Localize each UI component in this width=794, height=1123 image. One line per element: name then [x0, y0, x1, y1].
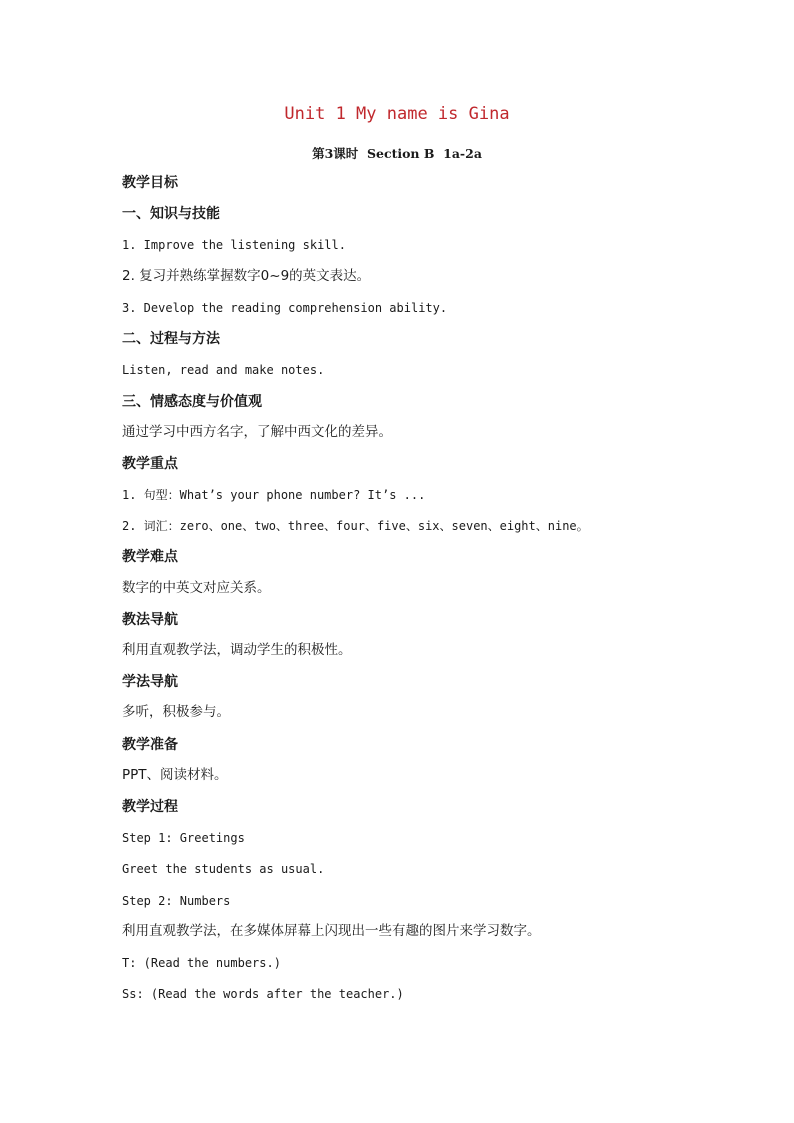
body-line: 数字的中英文对应关系。 — [122, 580, 271, 596]
body-line: PPT、阅读材料。 — [122, 767, 228, 783]
body-line: 3. Develop the reading comprehension ability. — [122, 301, 448, 315]
body-line: 2. 词汇：zero、one、two、three、four、five、six、seven、eight、nine。 — [122, 519, 589, 533]
section-heading: 学法导航 — [122, 674, 178, 690]
section-heading: 教法导航 — [122, 612, 178, 628]
body-line: Listen, read and make notes. — [122, 363, 325, 377]
body-line: 通过学习中西方名字，了解中西文化的差异。 — [122, 424, 392, 440]
section-heading: 三、情感态度与价值观 — [122, 394, 262, 410]
body-line: Step 1: Greetings — [122, 831, 245, 845]
section-heading: 教学准备 — [122, 737, 178, 753]
body-line: 多听，积极参与。 — [122, 704, 230, 720]
section-heading: 二、过程与方法 — [122, 331, 220, 347]
document-title: Unit 1 My name is Gina — [284, 104, 510, 124]
section-heading: 教学目标 — [122, 175, 178, 191]
section-heading: 教学重点 — [122, 456, 178, 472]
body-line: 利用直观教学法，在多媒体屏幕上闪现出一些有趣的图片来学习数字。 — [122, 923, 541, 939]
body-line: 利用直观教学法，调动学生的积极性。 — [122, 642, 352, 658]
body-line: 2. 复习并熟练掌握数字0~9的英文表达。 — [122, 268, 371, 284]
section-heading: 教学过程 — [122, 799, 178, 815]
body-line: 1. Improve the listening skill. — [122, 238, 346, 252]
body-line: 1. 句型：What’s your phone number? It’s ... — [122, 488, 426, 502]
body-line: Step 2: Numbers — [122, 894, 231, 908]
section-heading: 一、知识与技能 — [122, 206, 220, 222]
body-line: Ss: (Read the words after the teacher.) — [122, 987, 404, 1001]
section-heading: 教学难点 — [122, 549, 178, 565]
body-line: Greet the students as usual. — [122, 862, 325, 876]
body-line: T: (Read the numbers.) — [122, 956, 281, 970]
lesson-subtitle: 第3课时 Section B 1a-2a — [312, 146, 482, 161]
